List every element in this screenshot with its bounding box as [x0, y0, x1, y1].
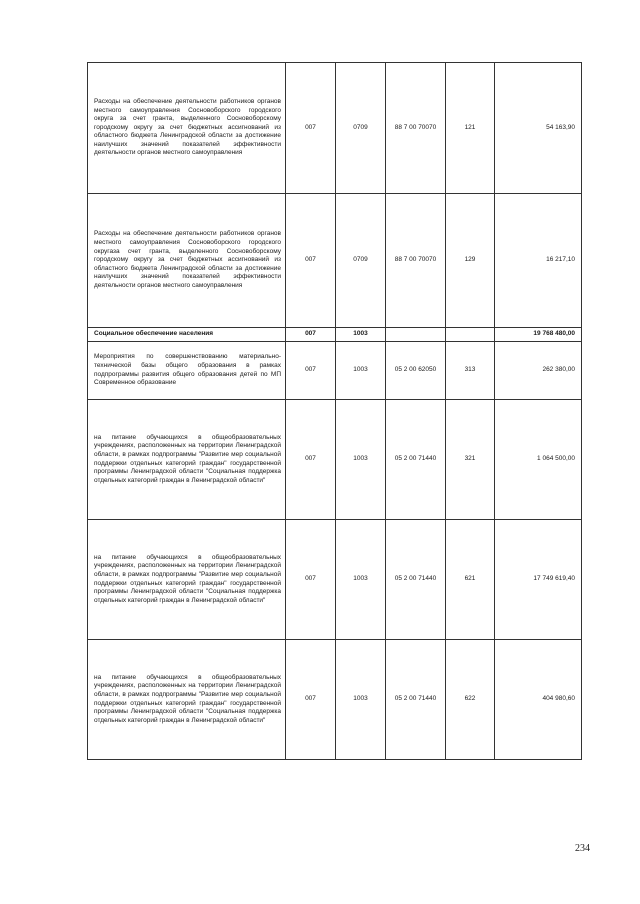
row-amount: 262 380,00 [495, 342, 582, 400]
row-section-code: 0709 [336, 63, 386, 194]
row-section-code: 1003 [336, 400, 386, 520]
row-expense-type-code [446, 328, 495, 342]
table-row [88, 400, 582, 520]
row-ved-code: 007 [286, 520, 336, 640]
row-target-code: 05 2 00 71440 [386, 640, 446, 760]
budget-table [87, 62, 582, 760]
row-section-code: 1003 [336, 520, 386, 640]
row-expense-type-code: 321 [446, 400, 495, 520]
row-description: Социальное обеспечение населения [88, 328, 286, 342]
row-description: Расходы на обеспечение деятельности работников органов местного самоуправления Сосновоборского городского округаза счет гранта, выделенного Сосновоборскому городскому округу за счет бюджетных ассигнований из областного бюджета Ленинградской области за достижение наилучших значений показателей эффективности деятельности органов местного самоуправления [88, 194, 286, 328]
page-number: 234 [575, 843, 590, 854]
row-description: на питание обучающихся в общеобразовательных учреждениях, расположенных на территории Ленинградской области, в рамках подпрограммы "Развитие мер социальной поддержки отдельных категорий граждан" государственной программы Ленинградской области "Социальная поддержка отдельных категорий граждан в Ленинградской области" [88, 520, 286, 640]
row-amount: 19 768 480,00 [495, 328, 582, 342]
row-expense-type-code: 129 [446, 194, 495, 328]
row-amount: 54 163,90 [495, 63, 582, 194]
row-ved-code: 007 [286, 63, 336, 194]
row-expense-type-code: 313 [446, 342, 495, 400]
row-expense-type-code: 121 [446, 63, 495, 194]
row-expense-type-code: 622 [446, 640, 495, 760]
row-target-code: 05 2 00 71440 [386, 520, 446, 640]
row-ved-code: 007 [286, 640, 336, 760]
row-section-code: 1003 [336, 342, 386, 400]
row-ved-code: 007 [286, 328, 336, 342]
row-amount: 404 980,60 [495, 640, 582, 760]
row-ved-code: 007 [286, 194, 336, 328]
row-expense-type-code: 621 [446, 520, 495, 640]
table-row-section [88, 328, 582, 342]
row-description: Расходы на обеспечение деятельности работников органов местного самоуправления Сосновоборского городского округа за счет гранта, выделенного Сосновоборскому городскому округу за счет бюджетных ассигнований из областного бюджета Ленинградской области за достижение наилучших значений показателей эффективности деятельности органов местного самоуправления [88, 63, 286, 194]
row-section-code: 1003 [336, 640, 386, 760]
row-target-code: 88 7 00 70070 [386, 194, 446, 328]
table-row [88, 63, 582, 194]
row-ved-code: 007 [286, 400, 336, 520]
table-row [88, 194, 582, 328]
row-section-code: 0709 [336, 194, 386, 328]
row-description: Мероприятия по совершенствованию материально-технической базы общего образования в рамках подпрограммы развития общего образования детей по МП Современное образование [88, 342, 286, 400]
row-target-code: 05 2 00 71440 [386, 400, 446, 520]
row-description: на питание обучающихся в общеобразовательных учреждениях, расположенных на территории Ленинградской области, в рамках подпрограммы "Развитие мер социальной поддержки отдельных категорий граждан" государственной программы Ленинградской области "Социальная поддержка отдельных категорий граждан в Ленинградской области" [88, 640, 286, 760]
row-amount: 1 064 500,00 [495, 400, 582, 520]
table-row [88, 640, 582, 760]
row-target-code: 05 2 00 62050 [386, 342, 446, 400]
row-description: на питание обучающихся в общеобразовательных учреждениях, расположенных на территории Ленинградской области, в рамках подпрограммы "Развитие мер социальной поддержки отдельных категорий граждан" государственной программы Ленинградской области "Социальная поддержка отдельных категорий граждан в Ленинградской области" [88, 400, 286, 520]
row-amount: 16 217,10 [495, 194, 582, 328]
row-amount: 17 749 619,40 [495, 520, 582, 640]
row-section-code: 1003 [336, 328, 386, 342]
row-target-code: 88 7 00 70070 [386, 63, 446, 194]
table-row [88, 342, 582, 400]
row-ved-code: 007 [286, 342, 336, 400]
row-target-code [386, 328, 446, 342]
table-row [88, 520, 582, 640]
